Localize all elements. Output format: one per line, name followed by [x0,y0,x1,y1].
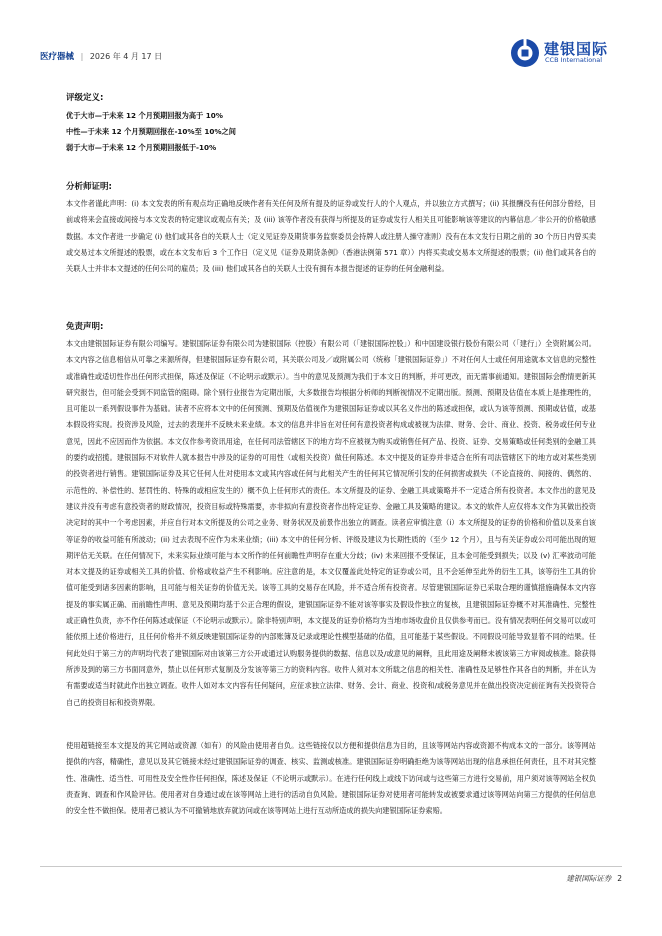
logo-chinese-name: 建银国际 [544,40,609,58]
disclaimer-paragraph-2: 使用超链接至本文提及的其它网站或资源（如有）的风险由使用者自负。这些链接仅以方便和提供信息为目的，且该等网站内容或资源不构成本文的一部分。该等网站提供的内容，精确性，意见以及其它链接未经过建银国际证券的调查、核实、监测或核准。建银国际证券明确拒绝为该等网站出现的信息承担任何责任，且不对其完整性、准确性、适当性、可用性及安全性作任何担保，陈述及保证（不论明示或默示）。在进行任何线上或线下访问或与这些第三方进行交易前，用户须对该等网站全权负责查询、调查和作风险评估。使用者对自身通过或在该等网站上进行的活动自负风险。建银国际证券对使用者可能转发或被要求通过该等网站向第三方提供的任何信息的安全性不做担保。使用者已被认为不可撤销地放弃就访问或在该等网站上进行互动所造成的损失向建银国际证券索赔。 [66,741,596,816]
rating-neutral: 中性—于未来 12 个月预期回报在-10%至 10%之间 [66,127,236,136]
disclaimer-title: 免责声明: [66,322,104,332]
analyst-certification-title: 分析师证明: [66,182,112,192]
page-number: 2 [617,874,622,883]
ccb-logo-icon [510,38,540,68]
logo-english-name: CCB International [545,56,603,64]
header-separator: | [80,52,84,61]
rating-underperform: 弱于大市—于未来 12 个月预期回报低于-10% [66,143,217,152]
page-footer [40,866,622,886]
disclaimer-paragraph-1: 本文由建银国际证券有限公司编写。建银国际证券有限公司为建银国际（控股）有限公司（「建银国际控股」）和中国建设银行股份有限公司（「建行」）全资附属公司。本文内容之信息相信从可靠之来源所得，但建银国际证券有限公司，其关联公司及／或附属公司（统称「建银国际证券」）不对任何人士或任何用途就本文信息的完整性或准确性或适切性作出任何形式担保，陈述及保证（不论明示或默示）。当中的意见及预测为我们于本文日的判断，并可更改，而无需事前通知。建银国际会酌情更新其研究报告，但可能会受到不同监管的阻碍。除个别行业报告为定期出版，大多数报告均根据分析师的判断视情况不定期出版。预测、预期及估值在本质上是推理性的，且可能以一系列假设事件为基础。读者不应将本文中的任何预测、预期及估值视作为建银国际证券或以其名义作出的陈述或担保，或认为该等预测、预期或估值，或基本假设将实现。投资涉及风险，过去的表现并不反映未来业绩。本文的信息并非旨在对任何有意投资者构成或被视为法律、财务、会计、商业、投资、税务或任何专业意见，因此不应因而作为依据。本文仅作参考资讯用途，在任何司法管辖区下的地方均不应被视为购买或销售任何产品、投资、证券、交易策略或任何类别的金融工具的要约或招揽。建银国际不对软件人就本报告中涉及的证券的可用性（或相关投资）做任何陈述。本文中提及的证券并非适合在所有司法管辖区下的地方或对某些类别的投资者进行销售。建银国际证券及其它任何人仕对使用本文或其内容或任何与此相关产生的任何其它情况所引发的任何损害或损失（不论直接的、间接的、偶然的、示范性的、补偿性的、惩罚性的、特殊的或相应发生的）概不负上任何形式的责任。本文所提及的证券、金融工具或策略并不一定适合所有投资者。本文作出的意见及建议并没有考虑有意投资者的财政情况，投资目标或特殊需要，亦非拟向有意投资者作出特定证券、金融工具及策略的建议。本文的软件人应仅将本文作为其做出投资决定时的其中一个考虑因素，并应自行对本文所提及的公司之业务、财务状况及前景作出独立的调查。读者应审慎注意（i）本文所提及的证券的价格和价值以及来自该等证券的收益可能有所波动；(ii) 过去表现不应作为未来业绩；(iii) 本文中的任何分析、评级及建议为长期性质的（至少 12 个月），且与有关证券或公司可能出现的短期评估无关联。在任何情况下，未来实际业绩可能与本文所作的任何前瞻性声明存在重大分歧；(iv) 未来回报不受保证，且本金可能受到损失；以及 (v) 汇率波动可能对本文提及的证券或相关工具的价值、价格或收益产生不利影响。应注意的是，本文仅覆盖此处特定的证券或公司，且不会延伸至此外的衍生工具，该等衍生工具的价值可能受到诸多因素的影响，且可能与相关证券的价值无关。该等工具的交易存在风险，并不适合所有投资者。尽管建银国际证券已采取合理的谨慎措施确保本文内容提及的事实属正确、而前瞻性声明、意见及预期均基于公正合理的假设，建银国际证券不能对该等事实及假设作独立的复核，且建银国际证券概不对其准确性、完整性或正确性负责，亦不作任何陈述或保证（不论明示或默示）。除非特别声明，本文提及的证券价格均为当地市场收盘价且仅供参考而已。没有情况表明任何交易可以或可能依照上述价格进行，且任何价格并不须反映建银国际证券的内部账簿及记录或理论性模型基础的估值，且可能基于某些假设。不同假设可能导致显着不同的结果。任何此处归于第三方的声明均代表了建银国际对由该第三方公开或通过认购服务提供的数据、信息以及/或意见的阐释，且此用途及阐释未被该第三方审阅或核准。除获得所涉及到的第三方书面同意外，禁止以任何形式复制及分发该等第三方的资料内容。收件人须对本文所载之信息的相关性、准确性及足够性作其各自的判断，并在认为有需要或适当时就此作出独立调查。收件人如对本文内容有任何疑问，应征求独立法律、财务、会计、商业、投资和/或税务意见并在做出投资决定前征询有关投资符合自己的投资目标和投资界限。 [66,339,596,707]
page-header [40,40,622,76]
ccbi-logo [510,38,622,68]
footer-brand: 建银国际证券 [566,874,612,883]
rating-definition-title: 评级定义: [66,93,104,103]
sector-label: 医疗器械 [40,52,75,62]
report-date: 2026 年 4 月 17 日 [89,52,163,61]
footer-divider [40,866,622,867]
analyst-certification-text: 本文作者谨此声明：(i) 本文发表的所有观点均正确地反映作者有关任何及所有提及的证券或发行人的个人观点，并以独立方式撰写；(ii) 其报酬没有任何部分曾经，目前或将来会直接或间接与本文发表的特定建议或观点有关；及 (iii) 该等作者没有获得与所提及的证券或发行人相关且可能影响该等建议的内幕信息／非公开的价格敏感数据。本文作者进一步确定 (i) 他们或其各自的关联人士（定义见证券及期货事务监察委员会持牌人或注册人操守准则）没有在本文发行日期之前的 30 个历日内曾买卖或交易过本文所提述的股票，或在本文发布后 3 个工作日（定义见《证券及期货条例》（香港法例第 571 章））内将买卖或交易本文所提述的股票；(ii) 他们或其各自的关联人士并非本文提述的任何公司的雇员；及 (iii) 他们或其各自的关联人士没有拥有本报告提述的证券的任何金融利益。 [66,199,596,274]
footer-text [566,873,622,884]
rating-outperform: 优于大市—于未来 12 个月预期回报为高于 10% [66,111,223,120]
header-meta [40,50,162,62]
